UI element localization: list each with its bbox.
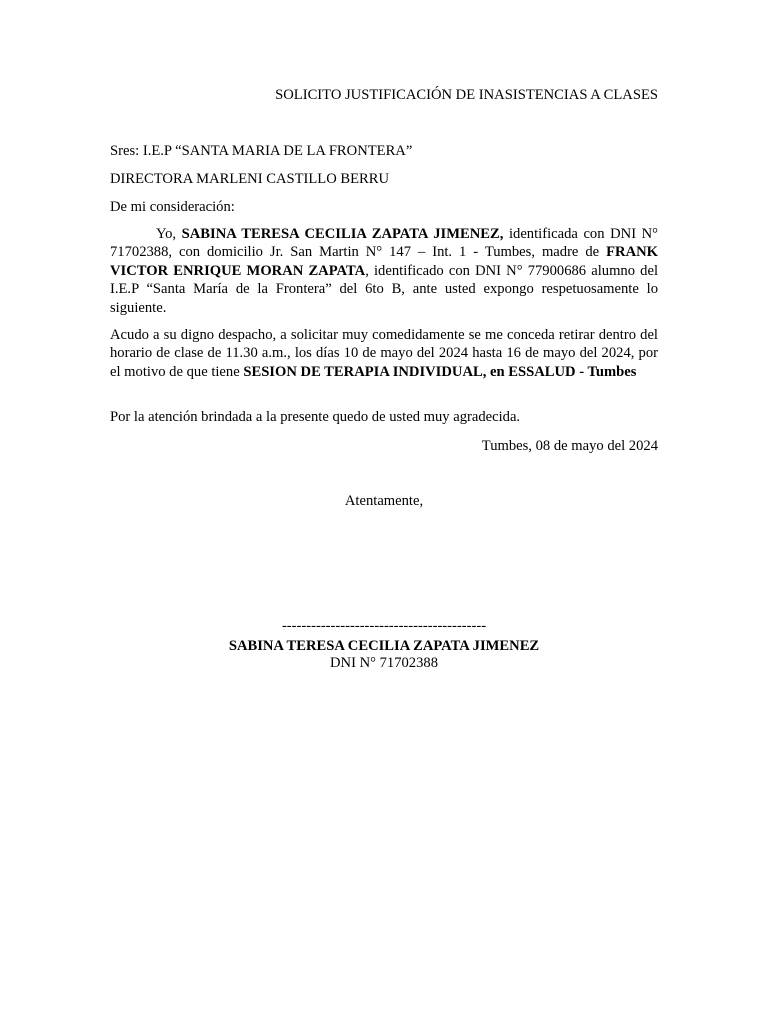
signature-name: SABINA TERESA CECILIA ZAPATA JIMENEZ bbox=[228, 638, 540, 654]
mother-name: SABINA TERESA CECILIA ZAPATA JIMENEZ, bbox=[181, 226, 504, 242]
paragraph-text: Acudo a su digno despacho, a solicitar muy comedidamente se me conceda retirar dentro del horario de clase de 11.30 a.m., los días 10 de mayo del 2024 hasta 16 de mayo del 2024, por el motivo de que tiene bbox=[110, 327, 658, 380]
paragraph-text: identificada con DNI N° 71702388, con domicilio Jr. San Martin N° 147 – Int. 1 - Tumbes, madre de bbox=[110, 226, 659, 261]
paragraph-thanks: Por la atención brindada a la presente quedo de usted muy agradecida. bbox=[110, 409, 521, 425]
paragraph-text: Yo, bbox=[156, 226, 182, 242]
paragraph-text: , identificado con DNI N° 77900686 alumno del I.E.P “Santa María de la Frontera” del 6to B, ante usted expongo respetuosamente lo siguiente. bbox=[110, 262, 659, 316]
date-line: Tumbes, 08 de mayo del 2024 bbox=[481, 438, 658, 454]
recipient-line: Sres: I.E.P “SANTA MARIA DE LA FRONTERA” bbox=[110, 143, 413, 159]
closing: Atentamente, bbox=[344, 493, 424, 509]
paragraph-request-intro bbox=[110, 225, 658, 317]
signature-line: ------------------------------------------ bbox=[281, 618, 487, 634]
therapy-reason: SESION DE TERAPIA INDIVIDUAL, en ESSALUD - Tumbes bbox=[243, 363, 637, 380]
director-line: DIRECTORA MARLENI CASTILLO BERRU bbox=[110, 171, 390, 187]
greeting: De mi consideración: bbox=[110, 199, 235, 215]
student-name: FRANK VICTOR ENRIQUE MORAN ZAPATA bbox=[110, 244, 658, 279]
paragraph-request-body bbox=[110, 326, 658, 381]
signature-dni: DNI N° 71702388 bbox=[330, 655, 438, 671]
document-subject: SOLICITO JUSTIFICACIÓN DE INASISTENCIAS A CLASES bbox=[275, 87, 658, 103]
